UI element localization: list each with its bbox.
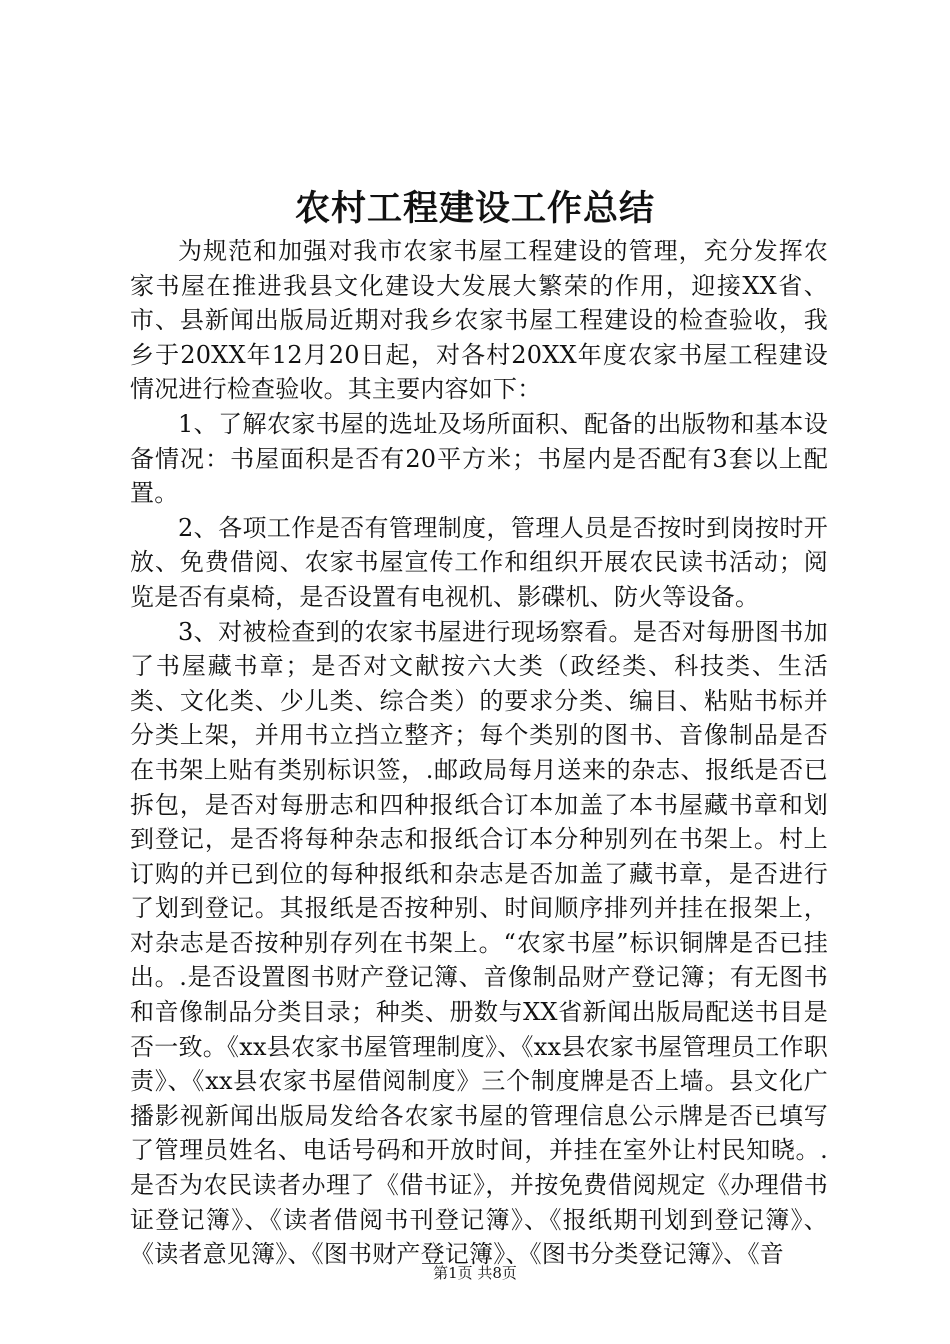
- paragraph-intro: 为规范和加强对我市农家书屋工程建设的管理，充分发挥农家书屋在推进我县文化建设大发展大繁荣的作用，迎接XX省、市、县新闻出版局近期对我乡农家书屋工程建设的检查验收，我乡于20XX年12月20日起，对各村20XX年度农家书屋工程建设情况进行检查验收。其主要内容如下：: [130, 237, 828, 404]
- paragraph-item-3: 3、对被检查到的农家书屋进行现场察看。是否对每册图书加了书屋藏书章；是否对文献按六大类（政经类、科技类、生活类、文化类、少儿类、综合类）的要求分类、编目、粘贴书标并分类上架，并用书立挡立整齐；每个类别的图书、音像制品是否在书架上贴有类别标识签，.邮政局每月送来的杂志、报纸是否已拆包，是否对每册志和四种报纸合订本加盖了本书屋藏书章和划到登记，是否将每种杂志和报纸合订本分种别列在书架上。村上订购的并已到位的每种报纸和杂志是否加盖了藏书章，是否进行了划到登记。其报纸是否按种别、时间顺序排列并挂在报架上，对杂志是否按种别存列在书架上。“农家书屋”标识铜牌是否已挂出。.是否设置图书财产登记簿、音像制品财产登记簿；有无图书和音像制品分类目录；种类、册数与XX省新闻出版局配送书目是否一致。《xx县农家书屋管理制度》、《xx县农家书屋管理员工作职责》、《xx县农家书屋借阅制度》三个制度牌是否上墙。县文化广播影视新闻出版局发给各农家书屋的管理信息公示牌是否已填写了管理员姓名、电话号码和开放时间，并挂在室外让村民知晓。.是否为农民读者办理了《借书证》，并按免费借阅规定《办理借书证登记簿》、《读者借阅书刊登记簿》、《报纸期刊划到登记簿》、《读者意见簿》、《图书财产登记簿》、《图书分类登记簿》、《音: [130, 617, 828, 1269]
- document-title: 农村工程建设工作总结: [294, 188, 655, 229]
- paragraph-item-1: 1、了解农家书屋的选址及场所面积、配备的出版物和基本设备情况：书屋面积是否有20平方米；书屋内是否配有3套以上配置。: [130, 409, 828, 508]
- page-number-footer: 第1页 共8页: [433, 1264, 517, 1282]
- document-body: [130, 234, 828, 1272]
- paragraph-item-2: 2、各项工作是否有管理制度，管理人员是否按时到岗按时开放、免费借阅、农家书屋宣传工作和组织开展农民读书活动；阅览是否有桌椅，是否设置有电视机、影碟机、防火等设备。: [130, 513, 828, 611]
